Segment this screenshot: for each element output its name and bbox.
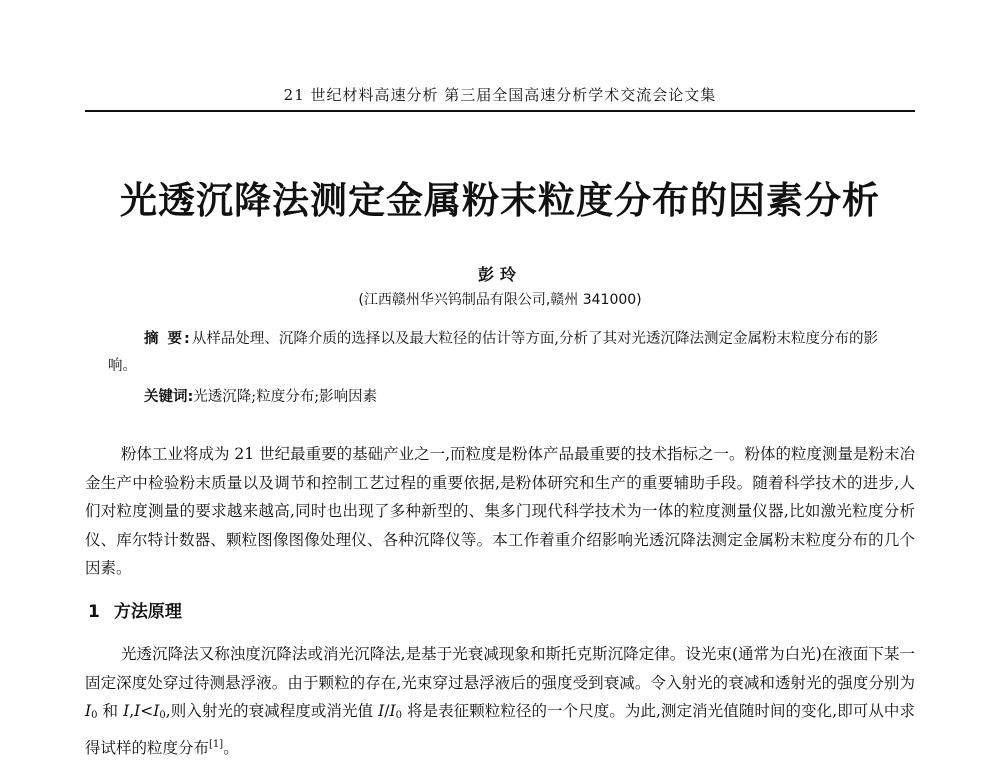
section-number: 1 xyxy=(88,602,100,622)
running-header: 21 世纪材料高速分析 第三届全国高速分析学术交流会论文集 xyxy=(283,86,717,104)
method-text-d: < xyxy=(140,702,154,720)
method-text-c: , xyxy=(129,702,135,720)
abstract-label: 摘 要: xyxy=(144,331,192,347)
symbol-I: I xyxy=(123,702,130,720)
header-rule xyxy=(85,110,915,112)
method-text-h: 。 xyxy=(223,738,239,757)
keywords xyxy=(144,384,894,411)
author: 彭玲 xyxy=(477,265,522,284)
subscript-0: 0 xyxy=(159,710,166,721)
method-text-b: 和 xyxy=(97,702,124,720)
section-heading xyxy=(88,597,588,622)
affiliation: (江西赣州华兴钨制品有限公司,赣州 341000) xyxy=(358,292,642,308)
symbol-I: I xyxy=(85,702,92,720)
intro-paragraph: 粉体工业将成为 21 世纪最重要的基础产业之一,而粒度是粉体产品最重要的技术指标之一。粉体的粒度测量是粉末冶金生产中检验粉末质量以及调节和控制工艺过程的重要依据,是粉体研究和生产的重要辅助手段。随着科学技术的进步,人们对粒度测量的要求越来越高,同时也出现了多种新型的、集多门现代科学技术为一体的粒度测量仪器,比如激光粒度分析仪、库尔特计数器、颗粒图像图像处理仪、各种沉降仪等。本工作着重介绍影响光透沉降法测定金属粉末粒度分布的几个因素。 xyxy=(85,445,916,577)
method-text-g: 将是表征颗粒粒径的一个尺度。为此,测定消光值随时间的变化,即可从中求得试样的粒度分布 xyxy=(85,702,915,757)
subscript-0: 0 xyxy=(91,710,98,721)
method-text-f: / xyxy=(384,702,390,720)
keywords-label: 关键词: xyxy=(144,389,194,405)
abstract-text: 从样品处理、沉降介质的选择以及最大粒径的估计等方面,分析了其对光透沉降法测定金属粉末粒度分布的影响。 xyxy=(108,331,878,374)
method-paragraph xyxy=(85,640,915,762)
citation: [1] xyxy=(209,738,224,750)
symbol-I: I xyxy=(153,702,160,720)
method-text-a: 光透沉降法又称浊度沉降法或消光沉降法,是基于光衰减现象和斯托克斯沉降定律。设光束(通常为白光)在液面下某一固定深度处穿过待测悬浮液。由于颗粒的存在,光束穿过悬浮液后的强度受到衰减。令入射光的衰减和透射光的强度分别为 xyxy=(85,645,915,692)
paper-title: 光透沉降法测定金属粉末粒度分布的因素分析 xyxy=(120,179,880,222)
abstract xyxy=(108,326,898,380)
subscript-0: 0 xyxy=(395,710,402,721)
symbol-I: I xyxy=(378,702,385,720)
section-title: 方法原理 xyxy=(113,602,182,622)
method-text-e: ,则入射光的衰减程度或消光值 xyxy=(165,702,379,720)
symbol-I: I xyxy=(389,702,396,720)
symbol-I: I xyxy=(134,702,141,720)
keywords-text: 光透沉降;粒度分布;影响因素 xyxy=(193,389,378,405)
